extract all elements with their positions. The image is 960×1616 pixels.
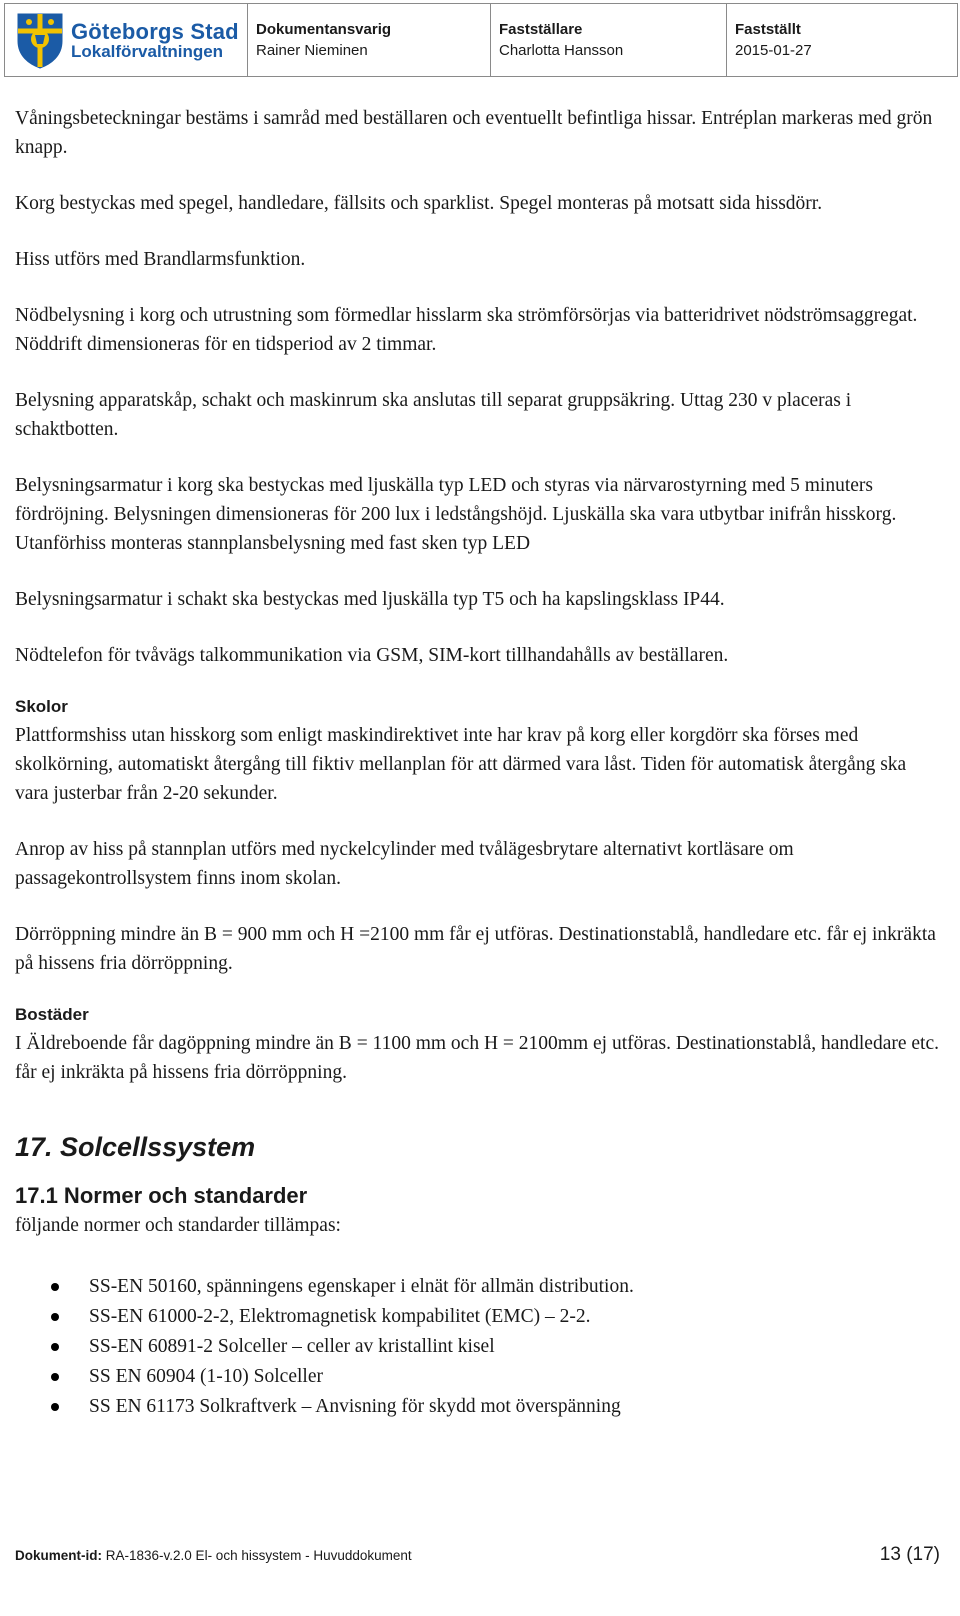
document-body: [15, 104, 940, 1422]
paragraph-fire-alarm: Hiss utförs med Brandlarmsfunktion.: [15, 249, 306, 270]
bullet-icon: [51, 1373, 59, 1381]
document-id-value: RA-1836-v.2.0 El- och hissystem - Huvuddokument: [105, 1548, 412, 1563]
document-header: [4, 3, 958, 77]
paragraph-call-station: Anrop av hiss på stannplan utförs med nyckelcylinder med tvålägesbrytare alternativt kortläsare om passagekontrollsystem finns inom skolan.: [15, 839, 794, 889]
list-item-text: SS-EN 61000-2-2, Elektromagnetisk kompabilitet (EMC) – 2-2.: [89, 1306, 591, 1327]
list-item: [89, 1332, 940, 1362]
subsection-heading: 17.1 Normer och standarder: [15, 1183, 308, 1208]
section-heading: 17. Solcellssystem: [15, 1132, 256, 1162]
standards-list: [15, 1272, 940, 1422]
list-item: [89, 1392, 940, 1422]
responsible-label: Dokumentansvarig: [256, 21, 392, 38]
responsible-cell: [248, 4, 491, 76]
city-crest-icon: [15, 11, 65, 69]
bullet-icon: [51, 1313, 59, 1321]
paragraph-shaft-luminaire: Belysningsarmatur i schakt ska bestyckas med ljuskälla typ T5 och ha kapslingsklass IP44.: [15, 589, 725, 610]
bullet-icon: [51, 1283, 59, 1291]
approver-value: Charlotta Hansson: [499, 42, 624, 59]
document-id: [15, 1548, 412, 1563]
bullet-icon: [51, 1403, 59, 1411]
approver-label: Fastställare: [499, 21, 583, 38]
list-item-text: SS EN 61173 Solkraftverk – Anvisning för skydd mot överspänning: [89, 1396, 621, 1417]
bullet-icon: [51, 1343, 59, 1351]
paragraph-emergency-phone: Nödtelefon för tvåvägs talkommunikation via GSM, SIM-kort tillhandahålls av beställaren.: [15, 645, 729, 666]
paragraph-platform-lift: Plattformshiss utan hisskorg som enligt maskindirektivet inte har krav på korg eller korgdörr ska förses med skolkörning, automatiskt återgång till fiktiv mellanplan för att därmed vara låst. Tiden för automatisk återgång ska vara justerbar från 2-20 sekunder.: [15, 725, 907, 804]
list-item-text: SS EN 60904 (1-10) Solceller: [89, 1366, 323, 1387]
page-number: 13 (17): [879, 1544, 940, 1565]
list-item: [89, 1272, 940, 1302]
paragraph-door-opening: Dörröppning mindre än B = 900 mm och H =2100 mm får ej utföras. Destinationstablå, handledare etc. får ej inkräkta på hissens fria dörröppning.: [15, 924, 936, 974]
logo: [5, 4, 248, 76]
approved-cell: [727, 4, 957, 76]
list-item: [89, 1302, 940, 1332]
list-item-text: SS-EN 50160, spänningens egenskaper i elnät för allmän distribution.: [89, 1276, 634, 1297]
paragraph-floor-labels: Våningsbeteckningar bestäms i samråd med beställaren och eventuellt befintliga hissar. Entréplan markeras med grön knapp.: [15, 108, 933, 158]
standards-intro: följande normer och standarder tillämpas:: [15, 1215, 341, 1236]
responsible-value: Rainer Nieminen: [256, 42, 368, 59]
document-footer: [15, 1540, 940, 1570]
paragraph-car-lighting: Belysningsarmatur i korg ska bestyckas med ljuskälla typ LED och styras via närvarostyrning med 5 minuters fördröjning. Belysningen dimensioneras för 200 lux i ledstångshöjd. Ljuskälla ska vara utbytbar inifrån hisskorg.: [15, 475, 897, 525]
approved-date: 2015-01-27: [735, 42, 812, 59]
approved-label: Fastställt: [735, 21, 801, 38]
logo-line2: Lokalförvaltningen: [71, 41, 224, 61]
paragraph-shaft-lighting: Belysning apparatskåp, schakt och maskinrum ska anslutas till separat gruppsäkring. Uttag 230 v placeras i schaktbotten.: [15, 390, 852, 440]
document-id-label: Dokument-id:: [15, 1548, 102, 1563]
paragraph-elderly-care: I Äldreboende får dagöppning mindre än B = 1100 mm och H = 2100mm ej utföras. Destinationstablå, handledare etc. får ej inkräkta på hissens fria dörröppning.: [15, 1033, 939, 1083]
logo-line1: Göteborgs Stad: [71, 18, 239, 44]
heading-schools: Skolor: [15, 697, 68, 716]
paragraph-landing-lighting: Utanförhiss monteras stannplansbelysning med fast sken typ LED: [15, 533, 531, 554]
paragraph-car-equipment: Korg bestyckas med spegel, handledare, fällsits och sparklist. Spegel monteras på motsatt sida hissdörr.: [15, 193, 823, 214]
heading-housing: Bostäder: [15, 1005, 89, 1024]
approver-cell: [491, 4, 727, 76]
paragraph-emergency-lighting: Nödbelysning i korg och utrustning som förmedlar hisslarm ska strömförsörjas via batteridrivet nödströmsaggregat. Nöddrift dimensioneras för en tidsperiod av 2 timmar.: [15, 305, 918, 355]
list-item: [89, 1362, 940, 1392]
list-item-text: SS-EN 60891-2 Solceller – celler av kristallint kisel: [89, 1336, 495, 1357]
